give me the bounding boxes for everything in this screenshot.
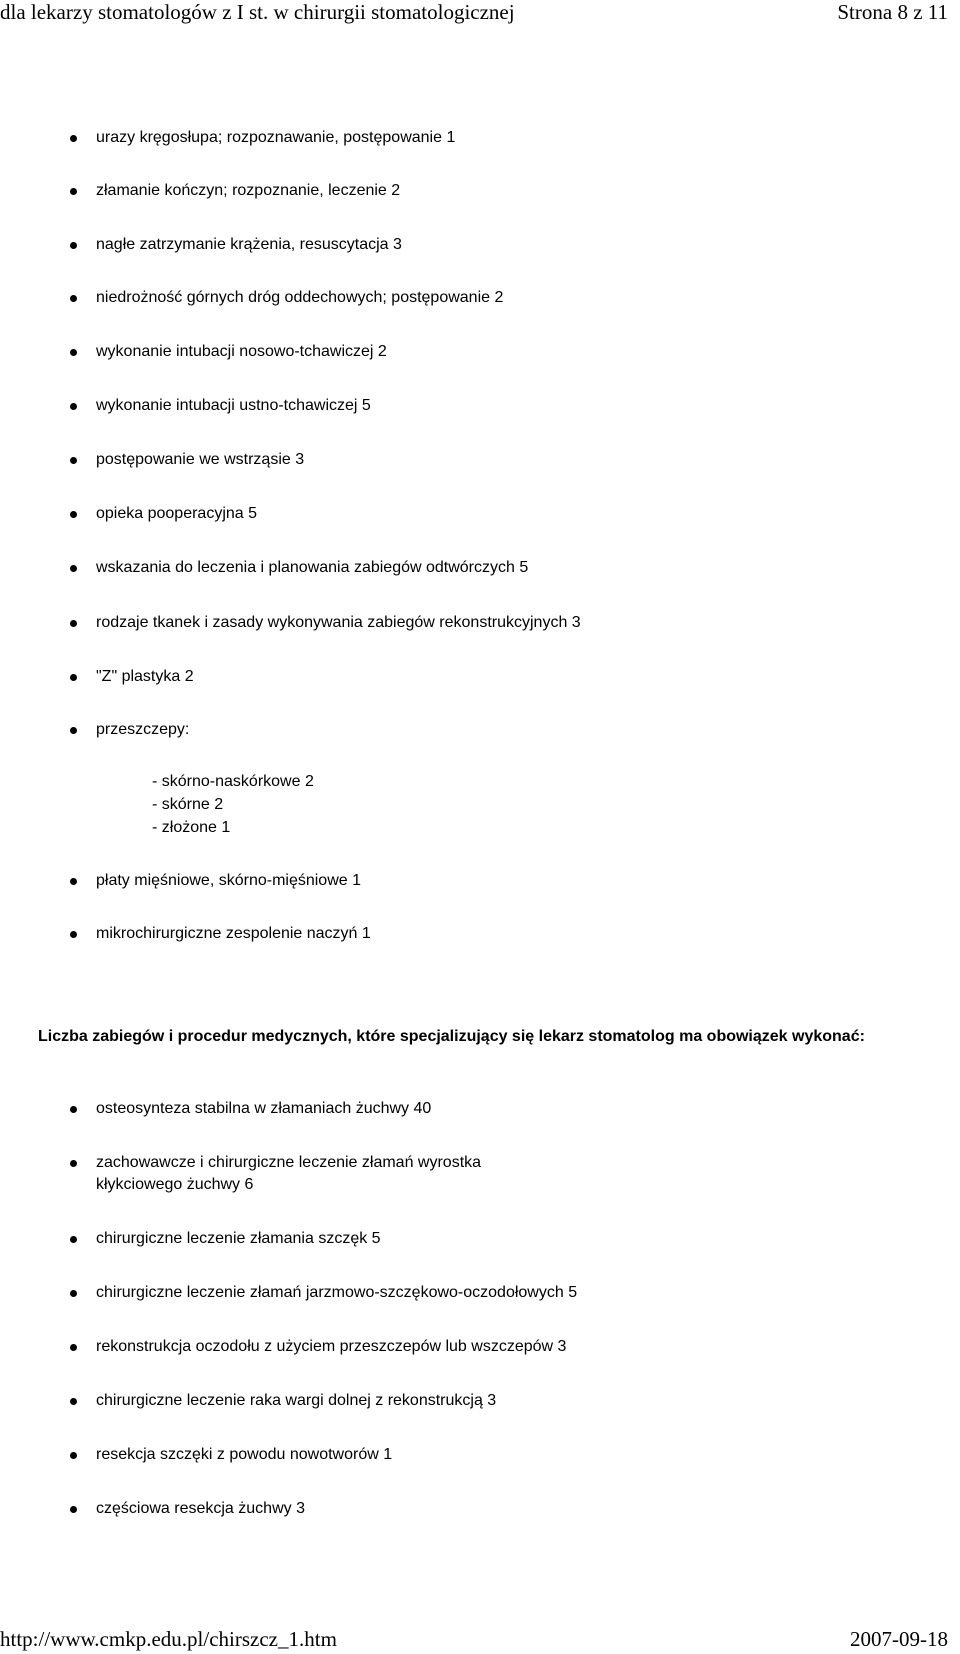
bullet-icon <box>70 511 77 518</box>
footer-date: 2007-09-18 <box>850 1627 948 1651</box>
bullet-icon <box>70 1506 77 1513</box>
bullet-icon <box>70 674 77 681</box>
bullet-icon <box>70 565 77 572</box>
bullet-icon <box>70 620 77 627</box>
page-footer <box>0 1626 960 1654</box>
page-number: Strona 8 z 11 <box>837 0 948 24</box>
bullet-icon <box>70 931 77 938</box>
bullet-icon <box>70 1106 77 1113</box>
footer-url: http://www.cmkp.edu.pl/chirszcz_1.htm <box>0 1627 337 1651</box>
bullet-icon <box>70 878 77 885</box>
bullet-icon <box>70 1452 77 1459</box>
sub-list-item: - skórno-naskórkowe 2 <box>152 773 314 790</box>
bullet-icon <box>70 135 77 142</box>
bullet-icon <box>70 349 77 356</box>
section-heading: Liczba zabiegów i procedur medycznych, które specjalizujący się lekarz stomatolog ma obowiązek wykonać: <box>38 1028 865 1045</box>
bullet-icon <box>70 188 77 195</box>
bullet-icon <box>70 242 77 249</box>
bullet-icon <box>70 727 77 734</box>
sub-list-item: - złożone 1 <box>152 819 231 836</box>
bullet-icon <box>70 1344 77 1351</box>
sub-list-item: - skórne 2 <box>152 796 224 813</box>
bullet-icon <box>70 1290 77 1297</box>
bullet-icon <box>70 1236 77 1243</box>
page-header <box>0 0 960 28</box>
bullet-icon <box>70 295 77 302</box>
bullet-icon <box>70 403 77 410</box>
bullet-icon <box>70 1160 77 1167</box>
bullet-icon <box>70 457 77 464</box>
bullet-icon <box>70 1398 77 1405</box>
header-title: dla lekarzy stomatologów z I st. w chirurgii stomatologicznej <box>0 0 515 24</box>
